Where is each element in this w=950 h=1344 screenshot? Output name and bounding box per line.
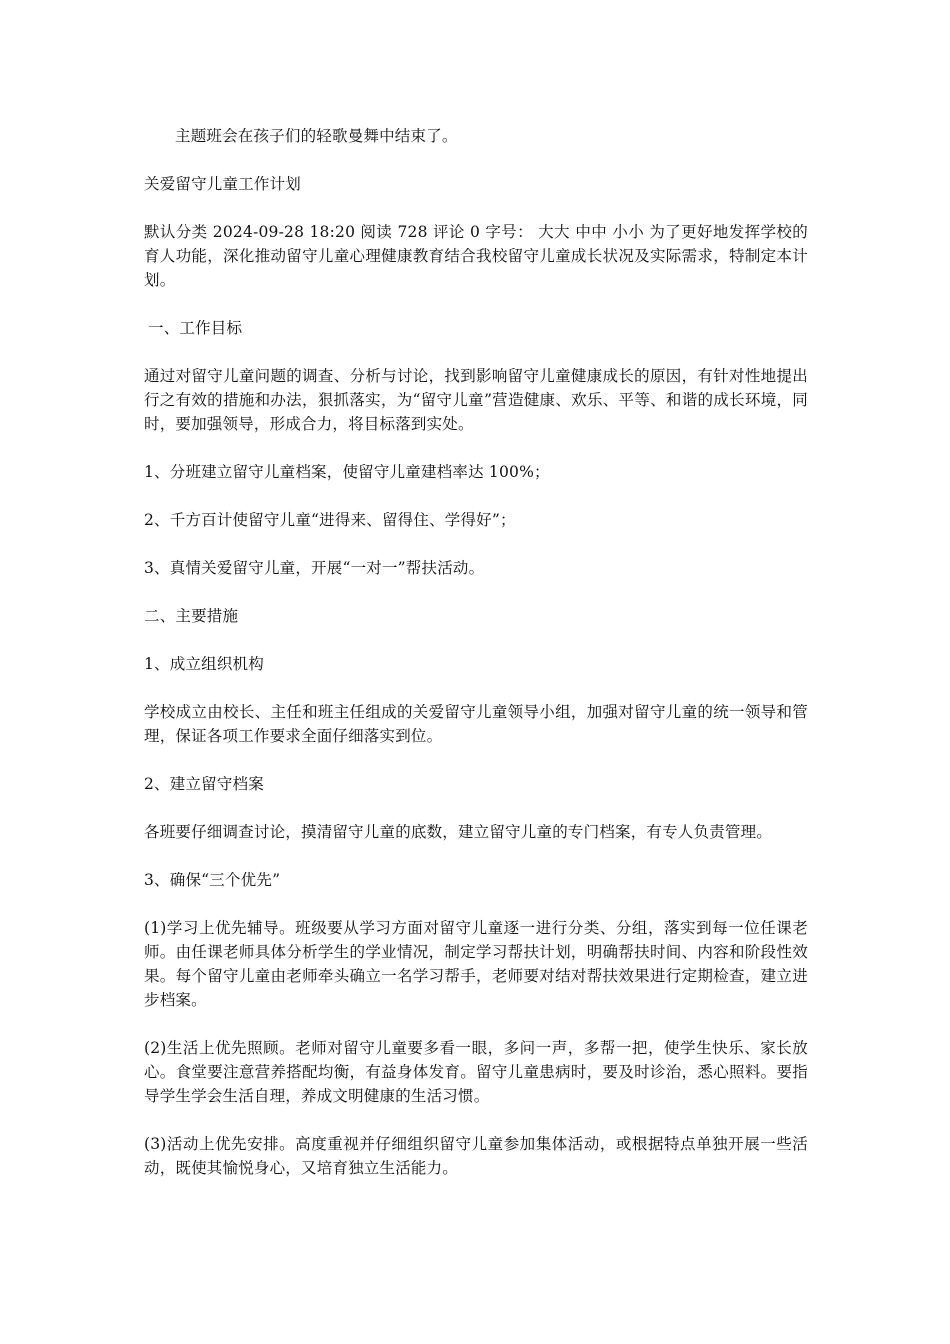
- document-body: [144, 124, 808, 1204]
- article-title: 关爱留守儿童工作计划: [144, 175, 302, 193]
- goal-item-3: 3、真情关爱留守儿童，开展“一对一”帮扶活动。: [144, 559, 485, 577]
- measure-paragraph-2: 各班要仔细调查讨论，摸清留守儿童的底数，建立留守儿童的专门档案，有专人负责管理。: [144, 823, 773, 841]
- goals-paragraph: 通过对留守儿童问题的调查、分析与讨论，找到影响留守儿童健康成长的原因，有针对性地提出行之有效的措施和办法，狠抓落实，为“留守儿童”营造健康、欢乐、平等、和谐的成长环境，同时，要加强领导，形成合力，将目标落到实处。: [144, 367, 808, 433]
- closing-sentence: 主题班会在孩子们的轻歌曼舞中结束了。: [175, 127, 458, 145]
- section-heading-measures: 二、主要措施: [144, 607, 239, 625]
- measure-heading-3: 3、确保“三个优先”: [144, 871, 281, 889]
- goal-item-1: 1、分班建立留守儿童档案，使留守儿童建档率达 100%；: [144, 463, 550, 481]
- priority-life-paragraph: (2)生活上优先照顾。老师对留守儿童要多看一眼，多问一声，多帮一把，使学生快乐、家长放心。食堂要注意营养搭配均衡，有益身体发育。留守儿童患病时，要及时诊治，悉心照料。要指导学生学会生活自理，养成文明健康的生活习惯。: [144, 1039, 808, 1105]
- article-meta-intro: 默认分类 2024-09-28 18:20 阅读 728 评论 0 字号： 大大 中中 小小 为了更好地发挥学校的育人功能，深化推动留守儿童心理健康教育结合我校留守儿童成长状况及实际需求，特制定本计划。: [144, 223, 808, 289]
- measure-paragraph-1: 学校成立由校长、主任和班主任组成的关爱留守儿童领导小组，加强对留守儿童的统一领导和管理，保证各项工作要求全面仔细落实到位。: [144, 703, 808, 745]
- goal-item-2: 2、千方百计使留守儿童“进得来、留得住、学得好”；: [144, 511, 516, 529]
- measure-heading-1: 1、成立组织机构: [144, 655, 264, 673]
- priority-study-paragraph: (1)学习上优先辅导。班级要从学习方面对留守儿童逐一进行分类、分组，落实到每一位任课老师。由任课老师具体分析学生的学业情况，制定学习帮扶计划，明确帮扶时间、内容和阶段性效果。每个留守儿童由老师牵头确立一名学习帮手，老师要对结对帮扶效果进行定期检查，建立进步档案。: [144, 919, 808, 1009]
- measure-heading-2: 2、建立留守档案: [144, 775, 264, 793]
- section-heading-goals: 一、工作目标: [148, 319, 243, 337]
- priority-activity-paragraph: (3)活动上优先安排。高度重视并仔细组织留守儿童参加集体活动，或根据特点单独开展一些活动，既使其愉悦身心，又培育独立生活能力。: [144, 1135, 808, 1177]
